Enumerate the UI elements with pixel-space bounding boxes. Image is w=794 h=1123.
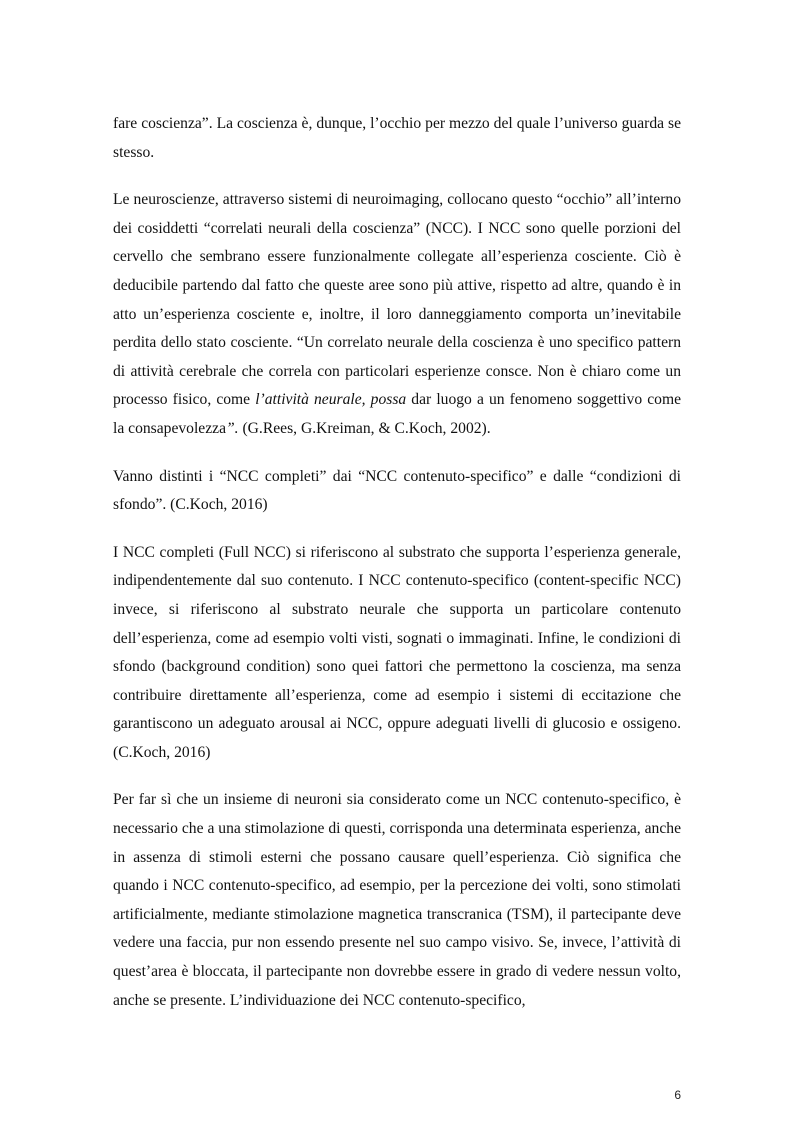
text-run: Le neuroscienze, attraverso sistemi di neuroimaging, collocano questo “occhio” all’interno dei cosiddetti “correlati neurali della coscienza” (NCC). I NCC sono quelle porzioni del cervello che sembrano essere funzionalmente collegate all’esperienza cosciente. Ciò è deducibile partendo dal fatto che queste aree sono più attive, rispetto ad altre, quando è in atto un’esperienza cosciente e, inoltre, il loro danneggiamento comporta un’inevitabile perdita dello stato cosciente. “Un correlato neurale della coscienza è uno specifico pattern di attività cerebrale che correla con particolari esperienze consce. Non è chiaro come un processo fisico, come: [113, 191, 681, 409]
paragraph-content-specific-ncc: [113, 786, 681, 1015]
paragraph-ncc-distinction: [113, 463, 681, 520]
text-run: Vanno distinti i “NCC completi” dai “NCC contenuto-specifico” e dalle “condizioni di sfondo”. (C.Koch, 2016): [113, 467, 681, 514]
italic-text-run: l’attività neurale, possa: [255, 391, 407, 409]
page-body: [113, 110, 681, 1034]
paragraph-intro-ending: [113, 110, 681, 167]
italic-text-run: ”.: [226, 419, 239, 437]
text-run: dar luogo a un fenomeno soggettivo come la consapevolezza: [113, 391, 681, 437]
text-run: Per far sì che un insieme di neuroni sia considerato come un NCC contenuto-specifico, è necessario che a una stimolazione di questi, corrisponda una determinata esperienza, anche in assenza di stimoli esterni che possano causare quell’esperienza. Ciò significa che quando i NCC contenuto-specifico, ad esempio, per la percezione dei volti, sono stimolati artificialmente, mediante stimolazione magnetica transcranica (TSM), il partecipante deve vedere una faccia, pur non essendo presente nel suo campo visivo. Se, invece, l’attività di quest’area è bloccata, il partecipante non dovrebbe essere in grado di vedere nessun volto, anche se presente. L’individuazione dei NCC contenuto-specifico,: [113, 791, 681, 1009]
page-number: 6: [674, 1088, 681, 1102]
text-run: I NCC completi (Full NCC) si riferiscono al substrato che supporta l’esperienza generale, indipendentemente dal suo contenuto. I NCC contenuto-specifico (content-specific NCC) invece, si riferiscono al substrato neurale che supporta un particolare contenuto dell’esperienza, come ad esempio volti visti, sognati o immaginati. Infine, le condizioni di sfondo (background condition) sono quei fattori che permettono la coscienza, ma senza contribuire direttamente all’esperienza, come ad esempio i sistemi di eccitazione che garantiscono un adeguato arousal ai NCC, oppure adeguati livelli di glucosio e ossigeno. (C.Koch, 2016): [113, 543, 681, 761]
text-run: (G.Rees, G.Kreiman, & C.Koch, 2002).: [238, 419, 491, 437]
text-run: fare coscienza”. La coscienza è, dunque, l’occhio per mezzo del quale l’universo guarda se stesso.: [113, 115, 681, 161]
paragraph-neuroscience-ncc: [113, 186, 681, 443]
paragraph-full-ncc: [113, 539, 681, 768]
